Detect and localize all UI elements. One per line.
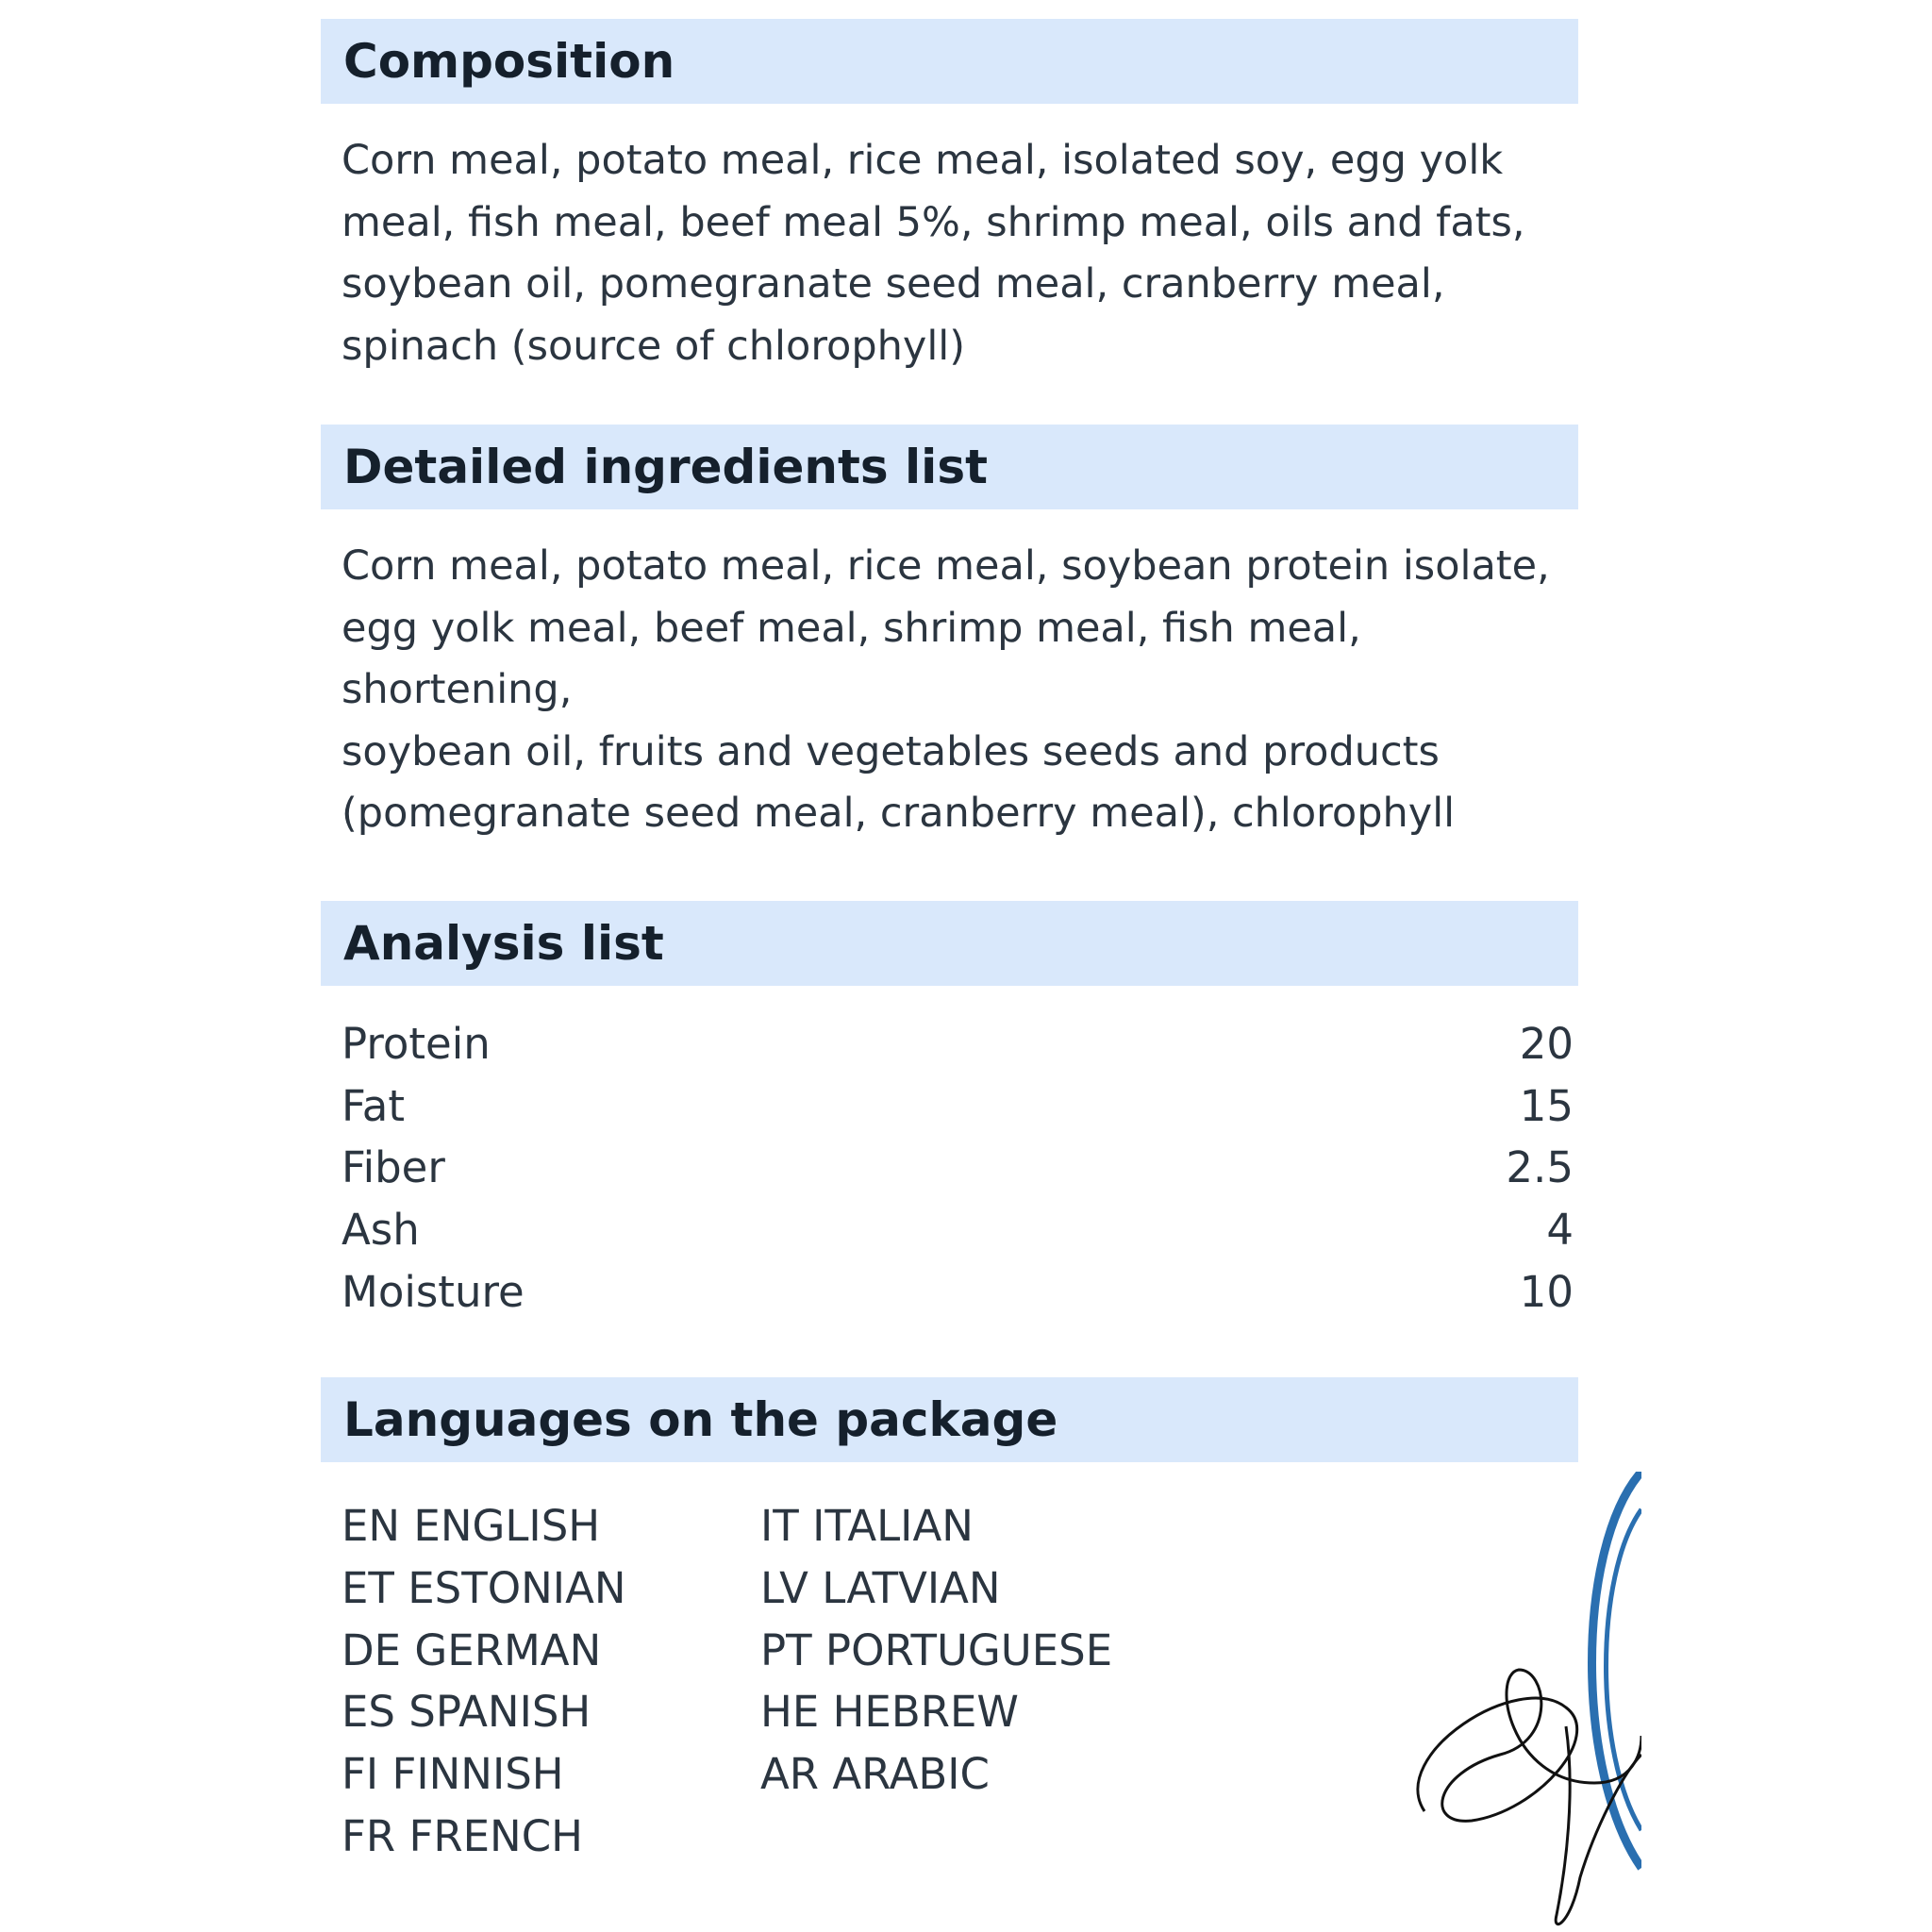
language-item: DE GERMAN: [341, 1625, 602, 1675]
analysis-label: Protein: [341, 1019, 491, 1069]
language-item: IT ITALIAN: [760, 1501, 974, 1551]
ingredients-title: Detailed ingredients list: [343, 440, 988, 494]
composition-line: soybean oil, pomegranate seed meal, cranberry meal,: [341, 260, 1445, 308]
analysis-header: [321, 901, 1578, 986]
language-item: ES SPANISH: [341, 1687, 591, 1737]
language-item: AR ARABIC: [760, 1749, 990, 1799]
ingredients-line: Corn meal, potato meal, rice meal, soybean protein isolate,: [341, 542, 1550, 590]
composition-header: [321, 19, 1578, 104]
signature-stamp-image: [1406, 1472, 1641, 1932]
composition-line: meal, fish meal, beef meal 5%, shrimp meal, oils and fats,: [341, 198, 1525, 246]
languages-header: [321, 1377, 1578, 1462]
language-item: FI FINNISH: [341, 1749, 564, 1799]
language-item: PT PORTUGUESE: [760, 1625, 1113, 1675]
ingredients-line: soybean oil, fruits and vegetables seeds and products: [341, 727, 1440, 775]
analysis-value: 2.5: [1506, 1142, 1574, 1192]
analysis-value: 4: [1546, 1205, 1574, 1255]
analysis-row: [341, 1199, 1574, 1261]
analysis-label: Moisture: [341, 1267, 525, 1317]
composition-line: Corn meal, potato meal, rice meal, isolated soy, egg yolk: [341, 137, 1504, 184]
stamp-outer-ring: [1592, 1472, 1642, 1868]
ingredients-text: [341, 536, 1568, 845]
languages-title: Languages on the package: [343, 1392, 1058, 1447]
ingredients-line: egg yolk meal, beef meal, shrimp meal, fish meal, shortening,: [341, 604, 1361, 713]
analysis-value: 10: [1519, 1267, 1574, 1317]
analysis-label: Ash: [341, 1205, 420, 1255]
ingredients-line: (pomegranate seed meal, cranberry meal), chlorophyll: [341, 790, 1456, 837]
language-item: HE HEBREW: [760, 1687, 1019, 1737]
analysis-title: Analysis list: [343, 916, 664, 971]
analysis-row: [341, 1013, 1574, 1075]
analysis-value: 20: [1519, 1019, 1574, 1069]
analysis-value: 15: [1519, 1081, 1574, 1131]
language-item: LV LATVIAN: [760, 1563, 1001, 1613]
ingredients-header: [321, 425, 1578, 509]
language-item: EN ENGLISH: [341, 1501, 601, 1551]
composition-title: Composition: [343, 34, 675, 89]
language-item: ET ESTONIAN: [341, 1563, 626, 1613]
composition-line: spinach (source of chlorophyll): [341, 322, 966, 370]
composition-text: [341, 130, 1568, 377]
language-item: FR FRENCH: [341, 1811, 583, 1861]
analysis-label: Fiber: [341, 1142, 445, 1192]
analysis-row: [341, 1137, 1574, 1199]
analysis-label: Fat: [341, 1081, 405, 1131]
analysis-row: [341, 1075, 1574, 1138]
analysis-row: [341, 1261, 1574, 1324]
